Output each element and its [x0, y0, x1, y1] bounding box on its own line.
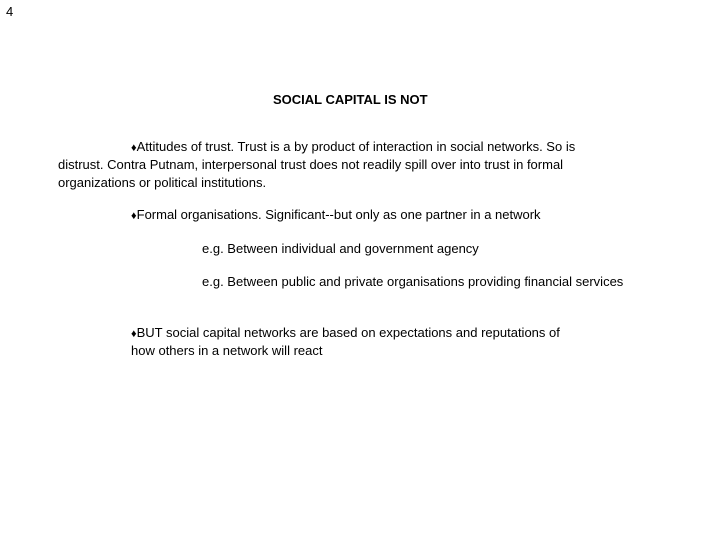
- diamond-bullet-icon: ♦: [131, 328, 137, 340]
- bullet-point-line: ♦Formal organisations. Significant--but only as one partner in a network: [131, 207, 541, 222]
- slide-title: SOCIAL CAPITAL IS NOT: [273, 92, 428, 107]
- bullet-point-line: ♦BUT social capital networks are based on expectations and reputations of: [131, 325, 560, 340]
- diamond-bullet-icon: ♦: [131, 210, 137, 222]
- example-line: e.g. Between individual and government agency: [202, 241, 479, 256]
- bullet-point-line: organizations or political institutions.: [58, 175, 267, 190]
- page-number: 4: [6, 4, 14, 19]
- bullet-point-line: how others in a network will react: [131, 343, 323, 358]
- diamond-bullet-icon: ♦: [131, 142, 137, 154]
- example-line: e.g. Between public and private organisations providing financial services: [202, 274, 624, 289]
- bullet-point-line: ♦Attitudes of trust. Trust is a by product of interaction in social networks. So is: [131, 139, 576, 154]
- bullet-point-line: distrust. Contra Putnam, interpersonal trust does not readily spill over into trust in formal: [58, 157, 564, 172]
